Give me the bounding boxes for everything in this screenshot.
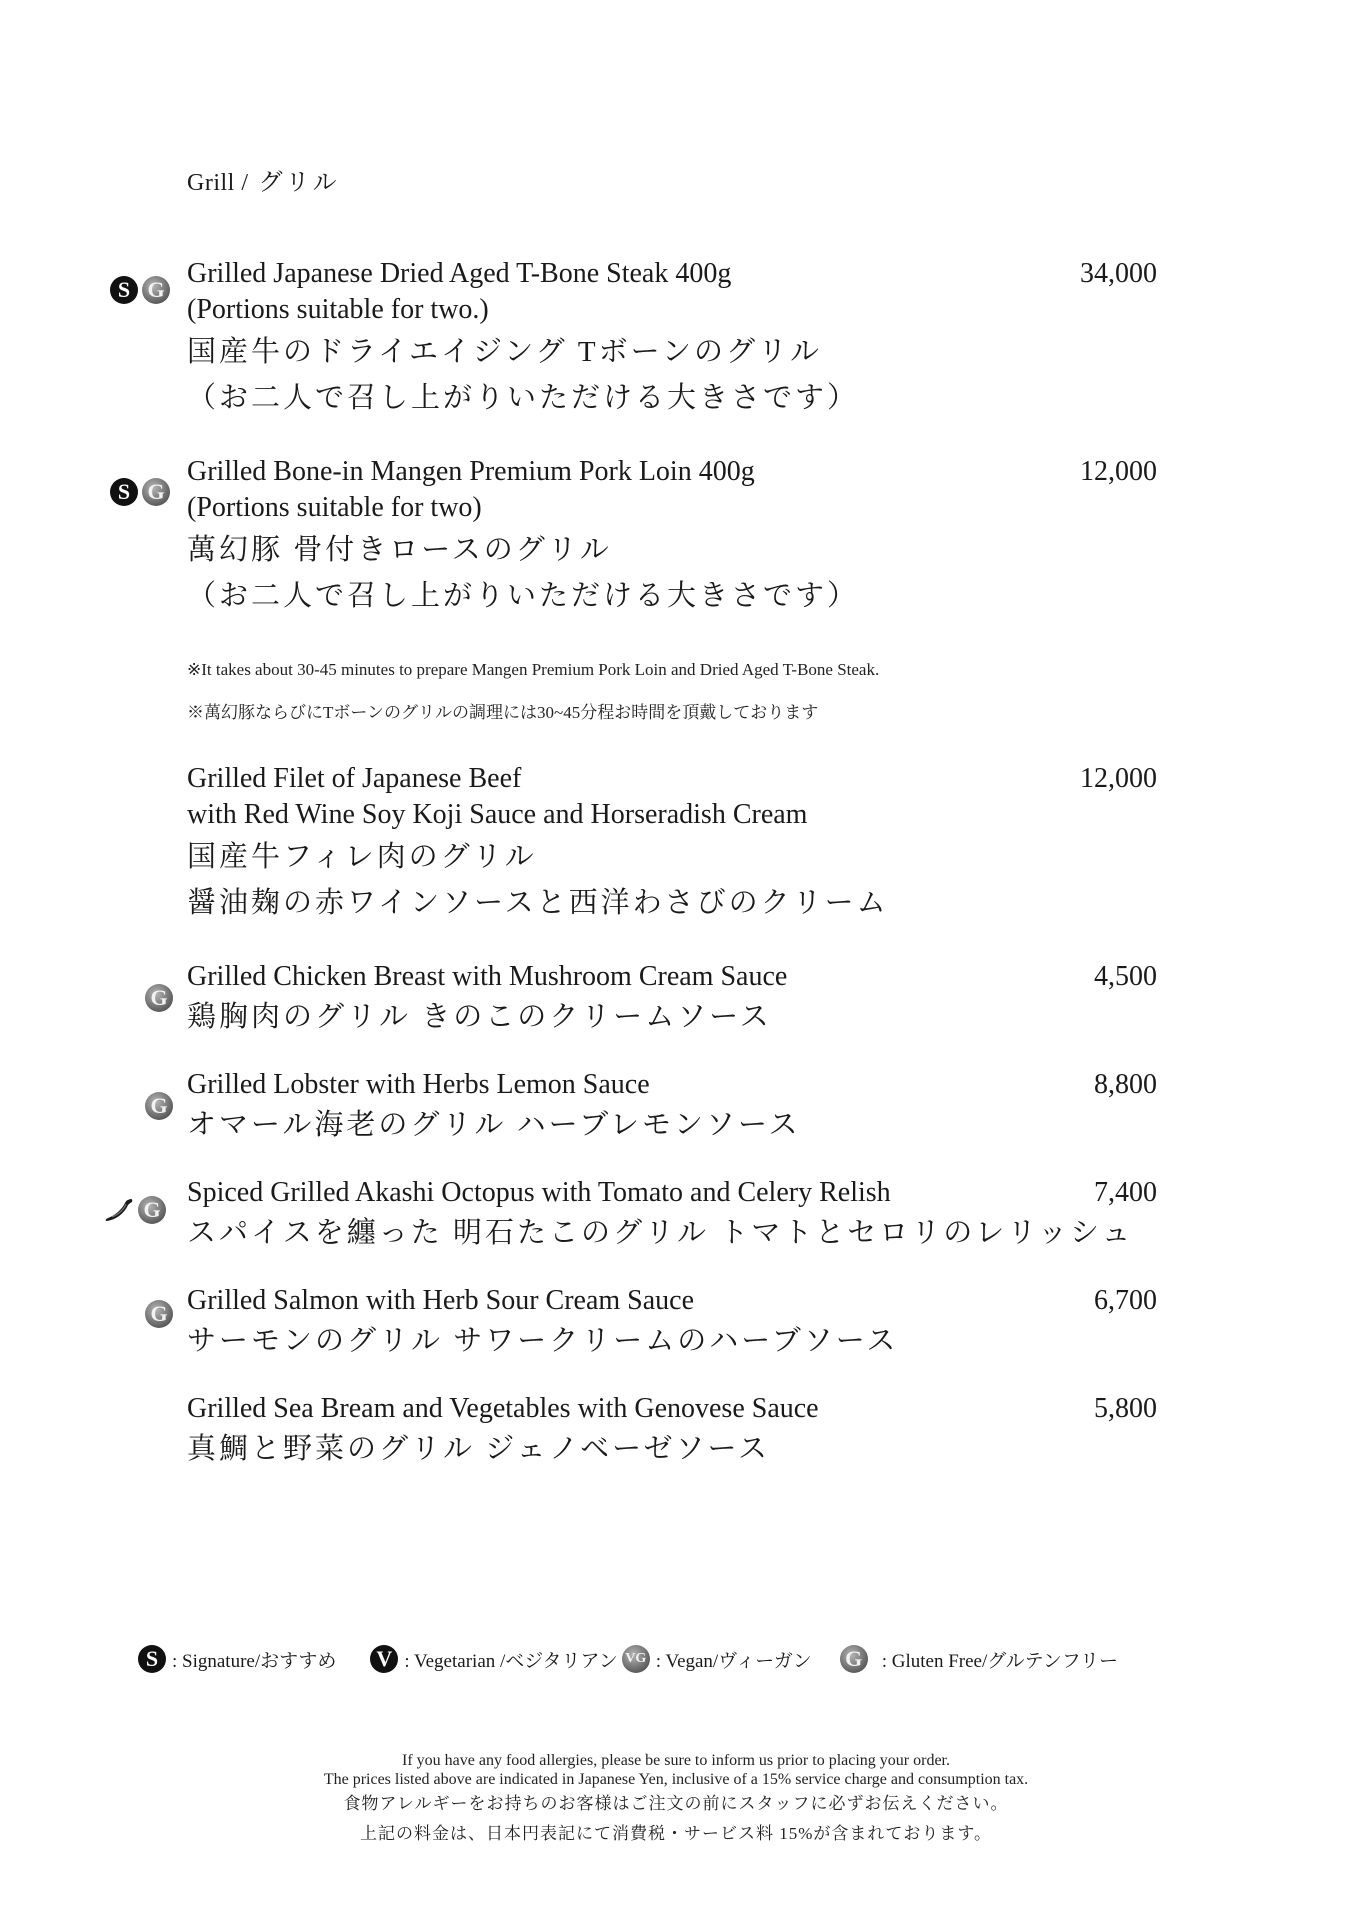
item-name-jp: 鶏胸肉のグリル きのこのクリームソース [187, 1001, 772, 1033]
legend-vegan-label: : Vegan/ヴィーガン [655, 1650, 812, 1672]
legend-signature [138, 1645, 336, 1673]
item-name-jp: 真鯛と野菜のグリル ジェノベーゼソース [187, 1433, 771, 1465]
item-badges [110, 478, 170, 506]
signature-icon: S [138, 1645, 166, 1673]
item-price: 5,800 [1094, 1393, 1157, 1424]
menu-item [187, 1175, 1157, 1255]
item-name-jp: 国産牛のドライエイジング Tボーンのグリル [187, 336, 823, 368]
item-name-jp: オマール海老のグリル ハーブレモンソース [187, 1109, 801, 1141]
item-name-en-sub: (Portions suitable for two.) [187, 294, 489, 325]
gluten-free-icon: G [142, 276, 170, 304]
footer [0, 1751, 1352, 1849]
item-price: 7,400 [1094, 1177, 1157, 1208]
legend-vegetarian [370, 1645, 617, 1673]
vegetarian-icon: V [370, 1645, 398, 1673]
item-name-en: Grilled Japanese Dried Aged T-Bone Steak 400g [187, 258, 732, 289]
item-price: 12,000 [1080, 763, 1157, 794]
menu-item [187, 1391, 1157, 1471]
footer-price-en: The prices listed above are indicated in Japanese Yen, inclusive of a 15% service charge and consumption tax. [323, 1771, 1029, 1788]
item-name-jp-sub: （お二人で召し上がりいただける大きさです） [187, 580, 860, 612]
item-name-en-sub: with Red Wine Soy Koji Sauce and Horseradish Cream [187, 799, 808, 830]
item-badges [145, 984, 173, 1012]
gluten-free-icon: G [145, 1300, 173, 1328]
item-name-en: Grilled Lobster with Herbs Lemon Sauce [187, 1069, 650, 1100]
gluten-free-icon: G [145, 1092, 173, 1120]
item-name-en-sub: (Portions suitable for two) [187, 492, 482, 523]
item-name-jp: 国産牛フィレ肉のグリル [187, 841, 537, 873]
item-name-jp: サーモンのグリル サワークリームのハーブソース [187, 1325, 899, 1357]
item-name-jp: スパイスを纏った 明石たこのグリル トマトとセロリのレリッシュ [187, 1217, 1134, 1249]
item-price: 8,800 [1094, 1069, 1157, 1100]
footer-allergy-jp: 食物アレルギーをお持ちのお客様はご注文の前にスタッフに必ずお伝えください。 [343, 1794, 1009, 1813]
item-name-jp-sub: （お二人で召し上がりいただける大きさです） [187, 382, 860, 414]
preparation-note-jp: ※萬幻豚ならびにTボーンのグリルの調理には30~45分程お時間を頂戴しております [187, 703, 819, 722]
item-price: 4,500 [1094, 961, 1157, 992]
legend-gluten-free [840, 1645, 1118, 1673]
menu-item [187, 454, 1157, 618]
item-price: 6,700 [1094, 1285, 1157, 1316]
menu-item [187, 761, 1157, 925]
gluten-free-icon: G [145, 984, 173, 1012]
item-name-en: Grilled Sea Bream and Vegetables with Genovese Sauce [187, 1393, 819, 1424]
section-heading [187, 162, 340, 197]
item-badges [110, 276, 170, 304]
section-heading-jp: グリル [258, 170, 340, 196]
item-name-en: Spiced Grilled Akashi Octopus with Tomato and Celery Relish [187, 1177, 891, 1208]
item-price: 34,000 [1080, 258, 1157, 289]
menu-item [187, 1283, 1157, 1363]
gluten-free-icon: G [142, 478, 170, 506]
legend-gluten-free-label: : Gluten Free/グルテンフリー [881, 1650, 1118, 1672]
item-badges [104, 1196, 166, 1224]
footer-price-jp: 上記の料金は、日本円表記にて消費税・サービス料 15%が含まれております。 [359, 1824, 993, 1843]
preparation-note-en: ※It takes about 30-45 minutes to prepare Mangen Premium Pork Loin and Dried Aged T-Bone Steak. [187, 660, 880, 679]
item-name-en: Grilled Bone-in Mangen Premium Pork Loin 400g [187, 456, 755, 487]
legend-vegan [622, 1645, 812, 1673]
gluten-free-icon: G [840, 1645, 868, 1673]
signature-icon: S [110, 478, 138, 506]
item-name-en: Grilled Chicken Breast with Mushroom Cream Sauce [187, 961, 788, 992]
menu-item [187, 959, 1157, 1039]
item-name-jp-sub: 醤油麹の赤ワインソースと西洋わさびのクリーム [187, 887, 889, 919]
chili-pepper-icon [104, 1196, 134, 1224]
item-name-en: Grilled Salmon with Herb Sour Cream Sauce [187, 1285, 695, 1316]
gluten-free-icon: G [138, 1196, 166, 1224]
legend-vegetarian-label: : Vegetarian /ベジタリアン [404, 1650, 618, 1672]
menu-item [187, 1067, 1157, 1147]
section-heading-en: Grill / [187, 170, 249, 196]
vegan-icon: VG [622, 1645, 650, 1673]
item-name-jp: 萬幻豚 骨付きロースのグリル [187, 534, 612, 566]
menu-item [187, 256, 1157, 420]
item-name-en: Grilled Filet of Japanese Beef [187, 763, 522, 794]
item-badges [145, 1300, 173, 1328]
dietary-legend [138, 1645, 1238, 1673]
footer-allergy-en: If you have any food allergies, please be sure to inform us prior to placing your order. [402, 1752, 950, 1769]
item-badges [145, 1092, 173, 1120]
legend-signature-label: : Signature/おすすめ [172, 1650, 337, 1672]
item-price: 12,000 [1080, 456, 1157, 487]
signature-icon: S [110, 276, 138, 304]
